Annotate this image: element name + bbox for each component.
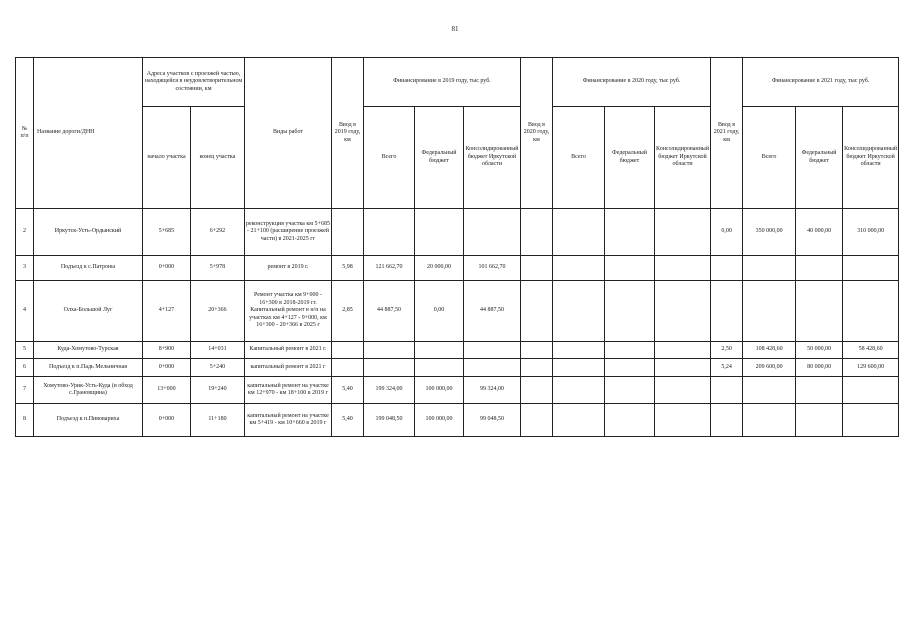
header-intro-2021: Ввод в 2021 году, км — [711, 58, 743, 209]
federal-2020-cell — [605, 342, 655, 359]
header-fin-2019: Финансирование в 2019 году, тыс руб. — [364, 58, 521, 107]
row-num-cell: 6 — [16, 359, 34, 377]
total-2019-cell: 199 048,50 — [364, 404, 415, 437]
table-row — [16, 377, 899, 404]
end-km-cell: 14+031 — [191, 342, 245, 359]
consolidated-2021-cell — [843, 256, 899, 281]
consolidated-2019-cell — [464, 359, 521, 377]
road-name-cell: Иркутск-Усть-Ордынский — [34, 209, 143, 256]
row-num-cell: 5 — [16, 342, 34, 359]
consolidated-2021-cell — [843, 377, 899, 404]
road-name-cell: Куда-Хомутово-Турская — [34, 342, 143, 359]
federal-2020-cell — [605, 209, 655, 256]
page-number: 81 — [451, 25, 459, 33]
consolidated-2019-cell — [464, 209, 521, 256]
road-name-cell: Хомутово-Урик-Усть-Куда (в обход с.Грановщина) — [34, 377, 143, 404]
header-num: № п/п — [16, 58, 34, 209]
federal-2019-cell — [415, 342, 464, 359]
federal-2020-cell — [605, 404, 655, 437]
consolidated-2019-cell: 99 048,50 — [464, 404, 521, 437]
intro-2021-cell — [711, 404, 743, 437]
intro-2021-cell — [711, 256, 743, 281]
end-km-cell: 6+292 — [191, 209, 245, 256]
consolidated-2019-cell: 44 887,50 — [464, 281, 521, 342]
header-consolidated-2021: Консолидированный бюджет Иркутской области — [843, 107, 899, 209]
start-km-cell: 0+000 — [143, 404, 191, 437]
header-intro-2019: Ввод в 2019 году, км — [332, 58, 364, 209]
start-km-cell: 4+127 — [143, 281, 191, 342]
start-km-cell: 0+000 — [143, 256, 191, 281]
intro-2019-cell — [332, 359, 364, 377]
consolidated-2020-cell — [655, 342, 711, 359]
federal-2021-cell — [796, 377, 843, 404]
end-km-cell: 5+240 — [191, 359, 245, 377]
federal-2019-cell — [415, 209, 464, 256]
work-type-cell: капитальный ремонт в 2021 г — [245, 359, 332, 377]
consolidated-2020-cell — [655, 404, 711, 437]
total-2021-cell — [743, 281, 796, 342]
consolidated-2019-cell: 99 324,00 — [464, 377, 521, 404]
intro-2019-cell — [332, 209, 364, 256]
header-federal-2021: Федеральный бюджет — [796, 107, 843, 209]
table-row — [16, 404, 899, 437]
total-2020-cell — [553, 209, 605, 256]
row-num-cell: 3 — [16, 256, 34, 281]
total-2019-cell — [364, 209, 415, 256]
intro-2020-cell — [521, 281, 553, 342]
intro-2019-cell — [332, 342, 364, 359]
consolidated-2019-cell — [464, 342, 521, 359]
start-km-cell: 0+000 — [143, 359, 191, 377]
table-row — [16, 209, 899, 256]
header-work-type: Виды работ — [245, 58, 332, 209]
intro-2021-cell: 2,50 — [711, 342, 743, 359]
financing-table — [15, 57, 899, 437]
end-km-cell: 5+978 — [191, 256, 245, 281]
table-row — [16, 256, 899, 281]
intro-2020-cell — [521, 377, 553, 404]
intro-2020-cell — [521, 256, 553, 281]
intro-2019-cell: 5,40 — [332, 404, 364, 437]
federal-2020-cell — [605, 377, 655, 404]
intro-2020-cell — [521, 209, 553, 256]
table-row — [16, 359, 899, 377]
header-road-name: Название дороги/ДНН — [34, 58, 143, 209]
work-type-cell: ремонт в 2019 г. — [245, 256, 332, 281]
consolidated-2020-cell — [655, 359, 711, 377]
federal-2020-cell — [605, 359, 655, 377]
total-2020-cell — [553, 404, 605, 437]
intro-2021-cell — [711, 377, 743, 404]
work-type-cell: Капитальный ремонт в 2021 г. — [245, 342, 332, 359]
federal-2019-cell: 100 000,00 — [415, 377, 464, 404]
header-intro-2020: Ввод в 2020 году, км — [521, 58, 553, 209]
intro-2021-cell — [711, 281, 743, 342]
consolidated-2021-cell — [843, 281, 899, 342]
intro-2019-cell: 5,98 — [332, 256, 364, 281]
header-start: начало участка — [143, 107, 191, 209]
consolidated-2019-cell: 101 662,70 — [464, 256, 521, 281]
header-total-2019: Всего — [364, 107, 415, 209]
header-total-2020: Всего — [553, 107, 605, 209]
header-consolidated-2019: Консолидированный бюджет Иркутской области — [464, 107, 521, 209]
table-body — [16, 209, 899, 437]
work-type-cell: капитальный ремонт на участке км 5+419 - км 10+660 в 2019 г — [245, 404, 332, 437]
consolidated-2020-cell — [655, 256, 711, 281]
consolidated-2021-cell: 58 428,60 — [843, 342, 899, 359]
total-2021-cell: 108 428,60 — [743, 342, 796, 359]
federal-2021-cell: 40 000,00 — [796, 209, 843, 256]
federal-2021-cell — [796, 404, 843, 437]
total-2020-cell — [553, 342, 605, 359]
federal-2021-cell: 80 000,00 — [796, 359, 843, 377]
federal-2019-cell — [415, 359, 464, 377]
consolidated-2021-cell: 310 000,00 — [843, 209, 899, 256]
end-km-cell: 11+180 — [191, 404, 245, 437]
total-2021-cell — [743, 404, 796, 437]
work-type-cell: реконструкция участка км 5+685 - 21+100 (расширение проезжей части) в 2021-2025 гг — [245, 209, 332, 256]
intro-2019-cell: 2,85 — [332, 281, 364, 342]
header-address-group: Адреса участков с проезжей частью, находящейся в неудовлетворительном состоянии, км — [143, 58, 245, 107]
row-num-cell: 2 — [16, 209, 34, 256]
consolidated-2020-cell — [655, 377, 711, 404]
total-2021-cell: 350 000,00 — [743, 209, 796, 256]
table-row — [16, 281, 899, 342]
total-2019-cell: 44 887,50 — [364, 281, 415, 342]
intro-2021-cell: 0,00 — [711, 209, 743, 256]
total-2021-cell: 209 600,00 — [743, 359, 796, 377]
intro-2020-cell — [521, 342, 553, 359]
consolidated-2021-cell — [843, 404, 899, 437]
consolidated-2021-cell: 129 600,00 — [843, 359, 899, 377]
federal-2019-cell: 0,00 — [415, 281, 464, 342]
consolidated-2020-cell — [655, 281, 711, 342]
header-federal-2020: Федеральный бюджет — [605, 107, 655, 209]
header-fin-2021: Финансирование в 2021 году, тыс руб. — [743, 58, 899, 107]
total-2019-cell: 199 324,00 — [364, 377, 415, 404]
start-km-cell: 5+685 — [143, 209, 191, 256]
total-2021-cell — [743, 256, 796, 281]
end-km-cell: 20+366 — [191, 281, 245, 342]
intro-2020-cell — [521, 404, 553, 437]
federal-2020-cell — [605, 281, 655, 342]
row-num-cell: 4 — [16, 281, 34, 342]
road-name-cell: Подъезд к п.Падь Мельничная — [34, 359, 143, 377]
total-2021-cell — [743, 377, 796, 404]
work-type-cell: Ремонт участка км 9+000 - 16+300 в 2018-2019 гг. Капитальный ремонт в н/п на участках км 4+127 - 9+000, км 16+300 - 20+366 в 2025 г — [245, 281, 332, 342]
header-fin-2020: Финансирование в 2020 году, тыс руб. — [553, 58, 711, 107]
header-total-2021: Всего — [743, 107, 796, 209]
intro-2020-cell — [521, 359, 553, 377]
road-name-cell: Подъезд к п.Пивовариха — [34, 404, 143, 437]
header-end: конец участка — [191, 107, 245, 209]
row-num-cell: 8 — [16, 404, 34, 437]
header-consolidated-2020: Консолидированный бюджет Иркутской области — [655, 107, 711, 209]
federal-2019-cell: 100 000,00 — [415, 404, 464, 437]
total-2020-cell — [553, 359, 605, 377]
federal-2020-cell — [605, 256, 655, 281]
table-row — [16, 342, 899, 359]
road-name-cell: Подъезд к с.Патроны — [34, 256, 143, 281]
intro-2019-cell: 5,40 — [332, 377, 364, 404]
header-federal-2019: Федеральный бюджет — [415, 107, 464, 209]
row-num-cell: 7 — [16, 377, 34, 404]
road-name-cell: Олха-Большой Луг — [34, 281, 143, 342]
end-km-cell: 19+240 — [191, 377, 245, 404]
federal-2019-cell: 20 000,00 — [415, 256, 464, 281]
total-2020-cell — [553, 377, 605, 404]
start-km-cell: 8+900 — [143, 342, 191, 359]
intro-2021-cell: 5,24 — [711, 359, 743, 377]
federal-2021-cell: 50 000,00 — [796, 342, 843, 359]
total-2020-cell — [553, 281, 605, 342]
consolidated-2020-cell — [655, 209, 711, 256]
total-2020-cell — [553, 256, 605, 281]
federal-2021-cell — [796, 281, 843, 342]
total-2019-cell — [364, 342, 415, 359]
start-km-cell: 13+000 — [143, 377, 191, 404]
total-2019-cell — [364, 359, 415, 377]
total-2019-cell: 121 662,70 — [364, 256, 415, 281]
federal-2021-cell — [796, 256, 843, 281]
work-type-cell: капитальный ремонт на участке км 12+970 - км 18+100 в 2019 г — [245, 377, 332, 404]
